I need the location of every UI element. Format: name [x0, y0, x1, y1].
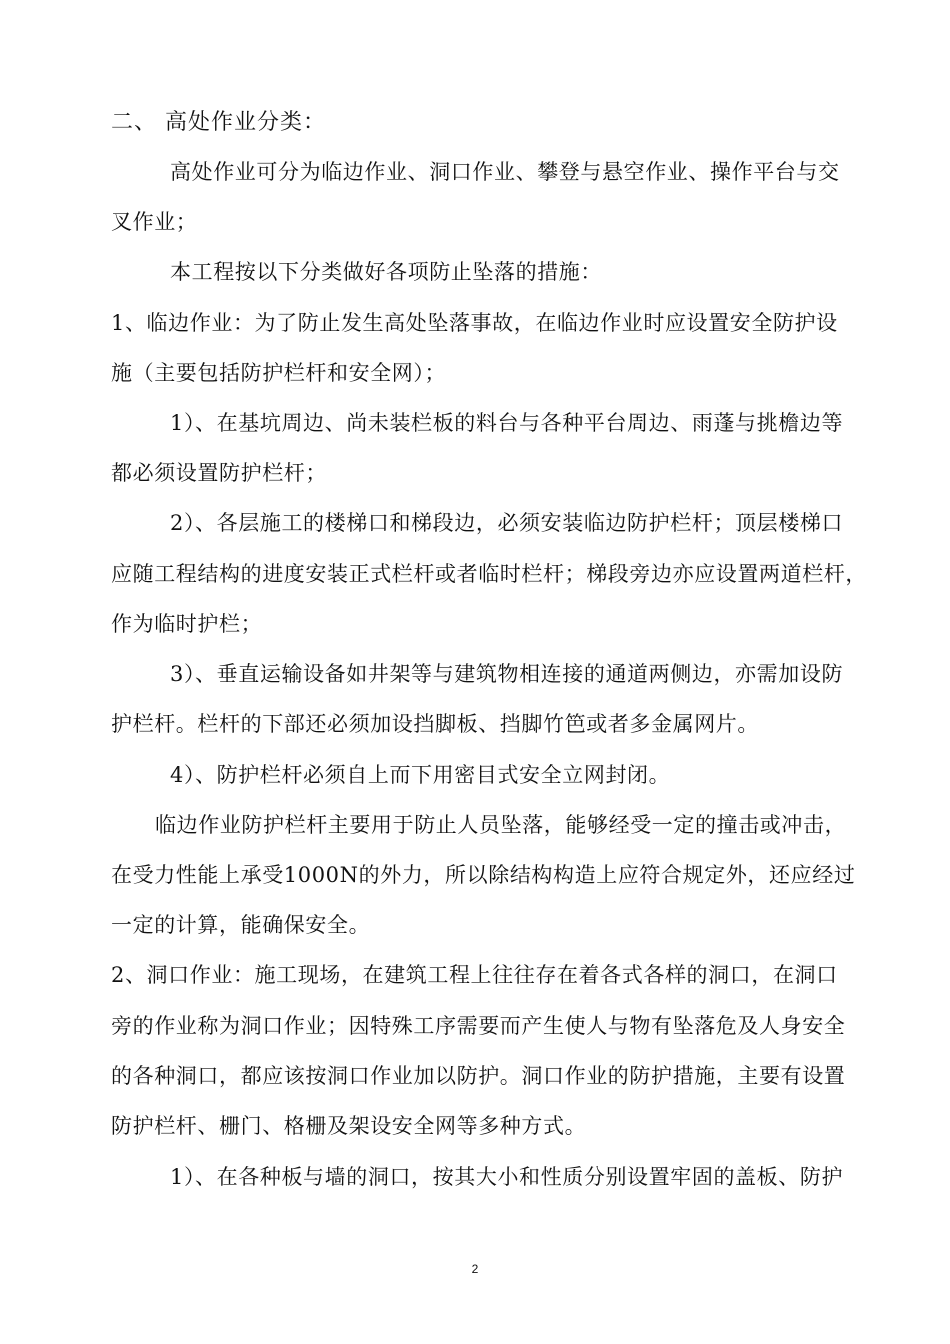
- paragraph-line: 在受力性能上承受1000N的外力，所以除结构构造上应符合规定外，还应经过: [111, 863, 856, 887]
- paragraph-line: 作为临时护栏；: [111, 612, 263, 636]
- paragraph-line: 都必须设置防护栏杆；: [111, 461, 327, 485]
- paragraph-line: 本工程按以下分类做好各项防止坠落的措施：: [170, 260, 602, 284]
- paragraph-line: 叉作业；: [111, 210, 198, 234]
- paragraph-line: 高处作业可分为临边作业、洞口作业、攀登与悬空作业、操作平台与交: [170, 160, 840, 184]
- paragraph-line: 防护栏杆、栅门、格栅及架设安全网等多种方式。: [111, 1114, 587, 1138]
- paragraph-line: 4）、防护栏杆必须自上而下用密目式安全立网封闭。: [170, 763, 671, 787]
- paragraph-line: 护栏杆。栏杆的下部还必须加设挡脚板、挡脚竹笆或者多金属网片。: [111, 712, 759, 736]
- paragraph-line: 临边作业防护栏杆主要用于防止人员坠落，能够经受一定的撞击或冲击，: [155, 813, 847, 837]
- paragraph-line: 2）、各层施工的楼梯口和梯段边，必须安装临边防护栏杆；顶层楼梯口: [170, 511, 844, 535]
- paragraph-line: 1）、在各种板与墙的洞口，按其大小和性质分别设置牢固的盖板、防护: [170, 1165, 844, 1189]
- paragraph-line: 一定的计算，能确保安全。: [111, 913, 371, 937]
- paragraph-line: 应随工程结构的进度安装正式栏杆或者临时栏杆；梯段旁边亦应设置两道栏杆，: [111, 562, 867, 586]
- page-number: 2: [471, 1262, 479, 1276]
- paragraph-line: 1）、在基坑周边、尚未装栏板的料台与各种平台周边、雨蓬与挑檐边等: [170, 411, 844, 435]
- paragraph-line: 的各种洞口，都应该按洞口作业加以防护。洞口作业的防护措施，主要有设置: [111, 1064, 846, 1088]
- paragraph-line: 施（主要包括防护栏杆和安全网）；: [111, 361, 447, 385]
- section-heading: 二、 高处作业分类：: [111, 110, 326, 135]
- paragraph-line: 旁的作业称为洞口作业；因特殊工序需要而产生使人与物有坠落危及人身安全: [111, 1014, 846, 1038]
- paragraph-line: 3）、垂直运输设备如井架等与建筑物相连接的通道两侧边，亦需加设防: [170, 662, 844, 686]
- paragraph-line: 1、临边作业：为了防止发生高处坠落事故，在临边作业时应设置安全防护设: [111, 311, 838, 335]
- paragraph-line: 2、洞口作业：施工现场，在建筑工程上往往存在着各式各样的洞口，在洞口: [111, 963, 838, 987]
